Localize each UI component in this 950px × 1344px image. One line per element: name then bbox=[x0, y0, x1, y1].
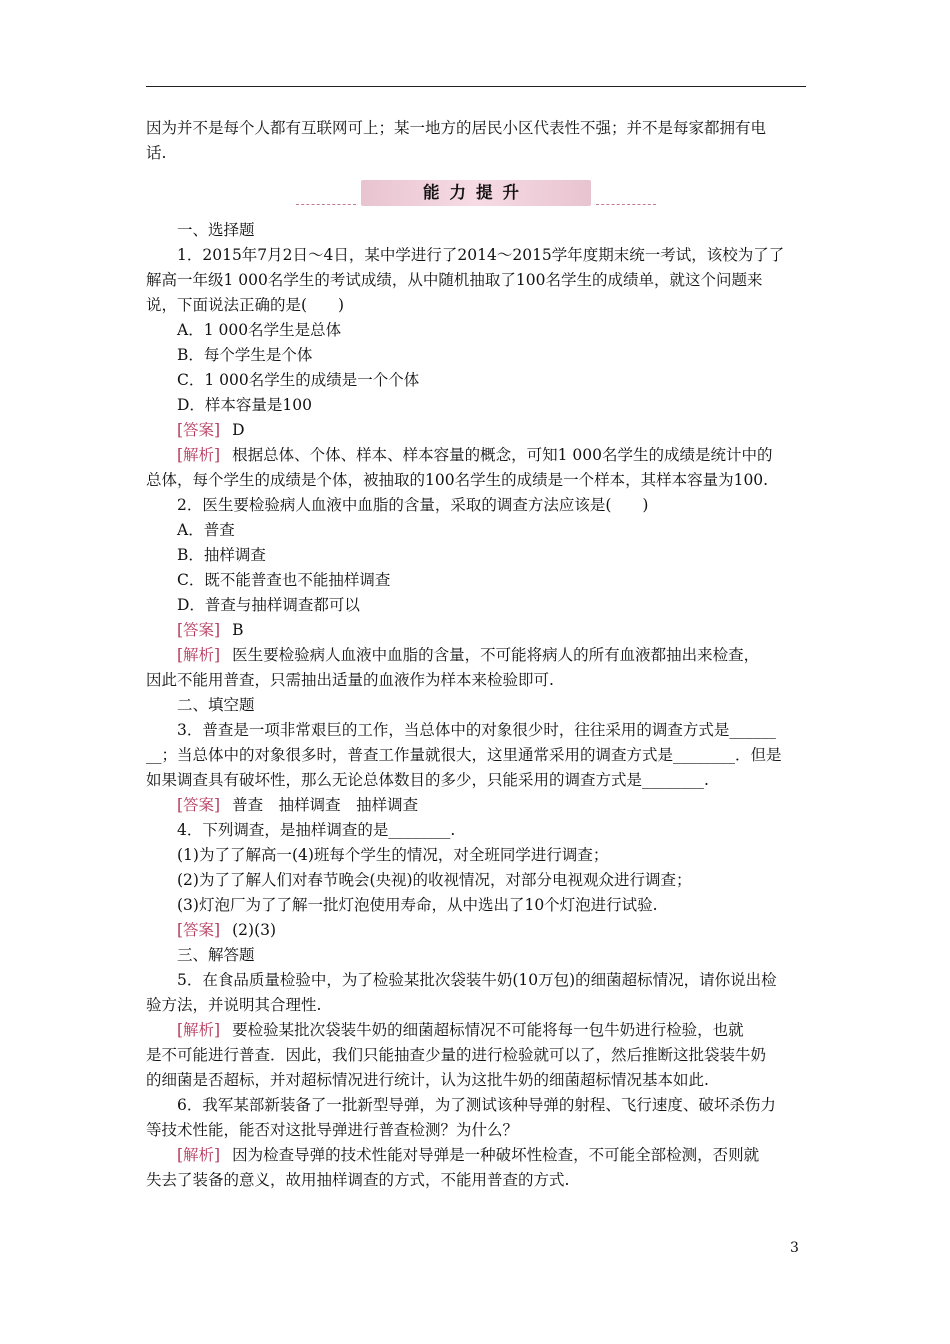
analysis-line bbox=[146, 443, 806, 468]
intro-line: 因为并不是每个人都有互联网可上；某一地方的居民小区代表性不强；并不是每家都拥有电 bbox=[146, 119, 767, 137]
analysis-text: 因为检查导弹的技术性能对导弹是一种破坏性检查，不可能全部检测，否则就 bbox=[232, 1146, 760, 1164]
question-stem: 5．在食品质量检验中，为了检验某批次袋装牛奶(10万包)的细菌超标情况，请你说出检 bbox=[177, 971, 777, 989]
banner-title: 能力提升 bbox=[423, 183, 529, 202]
answer-tag: [答案] bbox=[177, 796, 221, 814]
analysis-text: 要检验某批次袋装牛奶的细菌超标情况不可能将每一包牛奶进行检验，也就 bbox=[232, 1021, 744, 1039]
question-stem: 2．医生要检验病人血液中血脂的含量，采取的调查方法应该是( ) bbox=[177, 496, 649, 514]
question-stem: 等技术性能，能否对这批导弹进行普查检测？为什么？ bbox=[146, 1121, 519, 1139]
analysis-tag: [解析] bbox=[177, 1021, 221, 1039]
intro-line: 话. bbox=[146, 144, 167, 162]
answer-line bbox=[146, 618, 806, 643]
question-stem: 4．下列调查，是抽样调查的是________. bbox=[177, 821, 456, 839]
analysis-line: 总体，每个学生的成绩是个体，被抽取的100名学生的成绩是一个样本，其样本容量为100. bbox=[146, 471, 769, 489]
section-heading: 二、填空题 bbox=[177, 696, 255, 714]
analysis-line: 的细菌是否超标，并对超标情况进行统计，认为这批牛奶的细菌超标情况基本如此. bbox=[146, 1071, 709, 1089]
analysis-text: 医生要检验病人血液中血脂的含量，不可能将病人的所有血液都抽出来检查， bbox=[232, 646, 760, 664]
banner-decoration bbox=[296, 204, 356, 205]
question-stem: 3．普查是一项非常艰巨的工作，当总体中的对象很少时，往往采用的调查方式是______ bbox=[177, 721, 776, 739]
list-item: (3)灯泡厂为了了解一批灯泡使用寿命，从中选出了10个灯泡进行试验. bbox=[177, 896, 658, 914]
analysis-text: 根据总体、个体、样本、样本容量的概念，可知1 000名学生的成绩是统计中的 bbox=[232, 446, 773, 464]
section-heading: 一、选择题 bbox=[177, 221, 255, 239]
section-banner bbox=[146, 176, 806, 210]
question-stem: 1．2015年7月2日～4日，某中学进行了2014～2015学年度期末统一考试，该校为了了 bbox=[177, 246, 785, 264]
analysis-tag: [解析] bbox=[177, 446, 221, 464]
answer-tag: [答案] bbox=[177, 921, 221, 939]
question-stem: 说，下面说法正确的是( ) bbox=[146, 296, 345, 314]
answer-tag: [答案] bbox=[177, 421, 221, 439]
option: A．1 000名学生是总体 bbox=[177, 321, 342, 339]
question-stem: __；当总体中的对象很多时，普查工作量就很大，这里通常采用的调查方式是________．但是 bbox=[146, 746, 782, 764]
analysis-tag: [解析] bbox=[177, 1146, 221, 1164]
option: B．每个学生是个体 bbox=[177, 346, 313, 364]
analysis-line: 失去了装备的意义，故用抽样调查的方式，不能用普查的方式. bbox=[146, 1171, 570, 1189]
banner-decoration bbox=[596, 204, 656, 205]
option: B．抽样调查 bbox=[177, 546, 266, 564]
question-stem: 如果调查具有破坏性，那么无论总体数目的多少，只能采用的调查方式是________. bbox=[146, 771, 709, 789]
header-rule bbox=[146, 86, 806, 87]
question-stem: 6．我军某部新装备了一批新型导弹，为了测试该种导弹的射程、飞行速度、破坏杀伤力 bbox=[177, 1096, 776, 1114]
answer-line bbox=[146, 418, 806, 443]
page-number: 3 bbox=[790, 1240, 799, 1256]
analysis-line bbox=[146, 1143, 806, 1168]
analysis-line bbox=[146, 643, 806, 668]
option: D．样本容量是100 bbox=[177, 396, 313, 414]
option: C．1 000名学生的成绩是一个个体 bbox=[177, 371, 420, 389]
answer-tag: [答案] bbox=[177, 621, 221, 639]
answer-value: (2)(3) bbox=[232, 921, 277, 939]
list-item: (1)为了了解高一(4)班每个学生的情况，对全班同学进行调查； bbox=[177, 846, 609, 864]
answer-line bbox=[146, 918, 806, 943]
analysis-line: 因此不能用普查，只需抽出适量的血液作为样本来检验即可. bbox=[146, 671, 554, 689]
section-heading: 三、解答题 bbox=[177, 946, 255, 964]
option: A．普查 bbox=[177, 521, 235, 539]
option: C．既不能普查也不能抽样调查 bbox=[177, 571, 391, 589]
list-item: (2)为了了解人们对春节晚会(央视)的收视情况，对部分电视观众进行调查； bbox=[177, 871, 692, 889]
answer-value: D bbox=[232, 421, 245, 439]
answer-value: B bbox=[232, 621, 244, 639]
question-stem: 验方法，并说明其合理性. bbox=[146, 996, 322, 1014]
analysis-tag: [解析] bbox=[177, 646, 221, 664]
question-stem: 解高一年级1 000名学生的考试成绩，从中随机抽取了100名学生的成绩单，就这个问题来 bbox=[146, 271, 763, 289]
document-body bbox=[146, 116, 806, 1193]
analysis-line bbox=[146, 1018, 806, 1043]
answer-value: 普查 抽样调查 抽样调查 bbox=[232, 796, 419, 814]
analysis-line: 是不可能进行普查．因此，我们只能抽查少量的进行检验就可以了，然后推断这批袋装牛奶 bbox=[146, 1046, 767, 1064]
answer-line bbox=[146, 793, 806, 818]
option: D．普查与抽样调查都可以 bbox=[177, 596, 360, 614]
